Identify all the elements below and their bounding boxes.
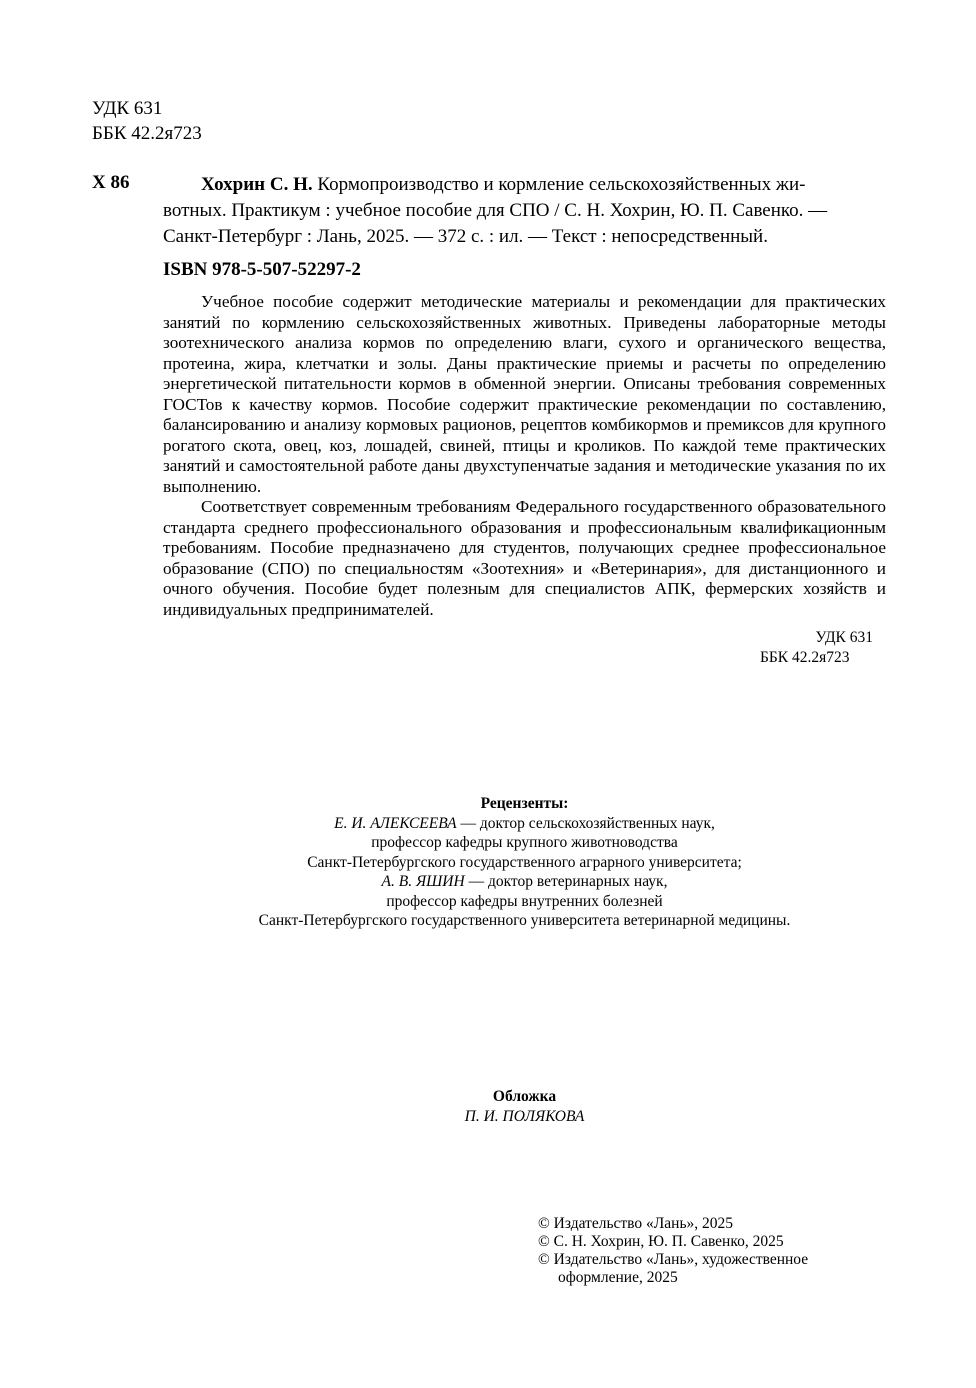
abstract-paragraph-2: Соответствует современным требованиям Федерального государственного образовательного стандарта среднего профессионального образования и профессиональным квалификационным требованиям. Пособие предназначено для студентов, получающих среднее профессиональное образование (СПО) по специальностям «Зоотехния» и «Ветеринария», для дистанционного и очного обучения. Пособие будет полезным для специалистов АПК, фермерских хозяйств и индивидуальных предпринимателей. [163,497,886,619]
cover-heading: Обложка [492,1088,557,1105]
copyright-line: © С. Н. Хохрин, Ю. П. Савенко, 2025 [538,1233,784,1250]
copyright-line: © Издательство «Лань», 2025 [538,1215,734,1232]
classification-block [92,96,202,146]
reviewer-2-line [163,872,886,892]
abstract [163,292,886,620]
reviewer-2-institution: Санкт-Петербургского государственного университета ветеринарной медицины. [258,912,791,929]
reviewers-heading: Рецензенты: [480,795,569,812]
copyright-block [538,1215,868,1287]
bbk-code: ББК 42.2я723 [92,123,202,144]
bibliographic-record [163,172,886,250]
cover-designer: П. И. ПОЛЯКОВА [464,1107,585,1125]
udk-code: УДК 631 [92,98,163,119]
copyright-line: © Издательство «Лань», художественное [538,1251,809,1268]
bbk-code-right: ББК 42.2я723 [760,649,850,666]
reviewer-2-position: профессор кафедры внутренних болезней [386,892,663,910]
udk-code-right: УДК 631 [815,629,873,646]
reviewer-1-institution: Санкт-Петербургского государственного аграрного университета; [307,853,742,871]
biblio-line-2: вотных. Практикум : учебное пособие для СПО / С. Н. Хохрин, Ю. П. Савенко. — [163,200,828,221]
classification-block-right [760,628,873,668]
reviewer-2-degree: — доктор ветеринарных наук, [464,873,668,890]
reviewer-1-line [163,814,886,834]
reviewer-2-name: А. В. ЯШИН [381,873,465,890]
reviewer-1-degree: — доктор сельскохозяйственных наук, [456,814,715,832]
cover-credit [163,1087,886,1126]
reviewer-1-position: профессор кафедры крупного животноводства [371,834,678,851]
isbn: ISBN 978-5-507-52297-2 [163,259,361,280]
biblio-title: Кормопроизводство и кормление сельскохозяйственных жи- [317,174,806,195]
biblio-line-3: Санкт-Петербург : Лань, 2025. — 372 с. : ил. — Текст : непосредственный. [163,226,768,247]
copyright-line: оформление, 2025 [558,1269,678,1286]
reviewers-block [163,794,886,931]
biblio-author: Хохрин С. Н. [201,174,313,195]
abstract-paragraph-1: Учебное пособие содержит методические материалы и рекомендации для практических занятий по кормлению сельскохозяйственных животных. Приведены лабораторные методы зоотехнического анализа кормов по определению влаги, сухого и органического вещества, протеина, жира, клетчатки и золы. Даны практические приемы и расчеты по определению энергетической питательности кормов в обменной энергии. Описаны требования современных ГОСТов к качеству кормов. Пособие содержит практические рекомендации по составлению, балансированию и анализу кормовых рационов, рецептов комбикормов и премиксов для крупного рогатого скота, овец, коз, лошадей, свиней, птицы и кроликов. По каждой теме практических занятий и самостоятельной работе даны двухступенчатые задания и методические указания по их выполнению. [163,292,886,496]
biblio-line-1 [163,172,886,198]
reviewer-1-name: Е. И. АЛЕКСЕЕВА [334,814,457,832]
author-mark: Х 86 [92,172,130,193]
